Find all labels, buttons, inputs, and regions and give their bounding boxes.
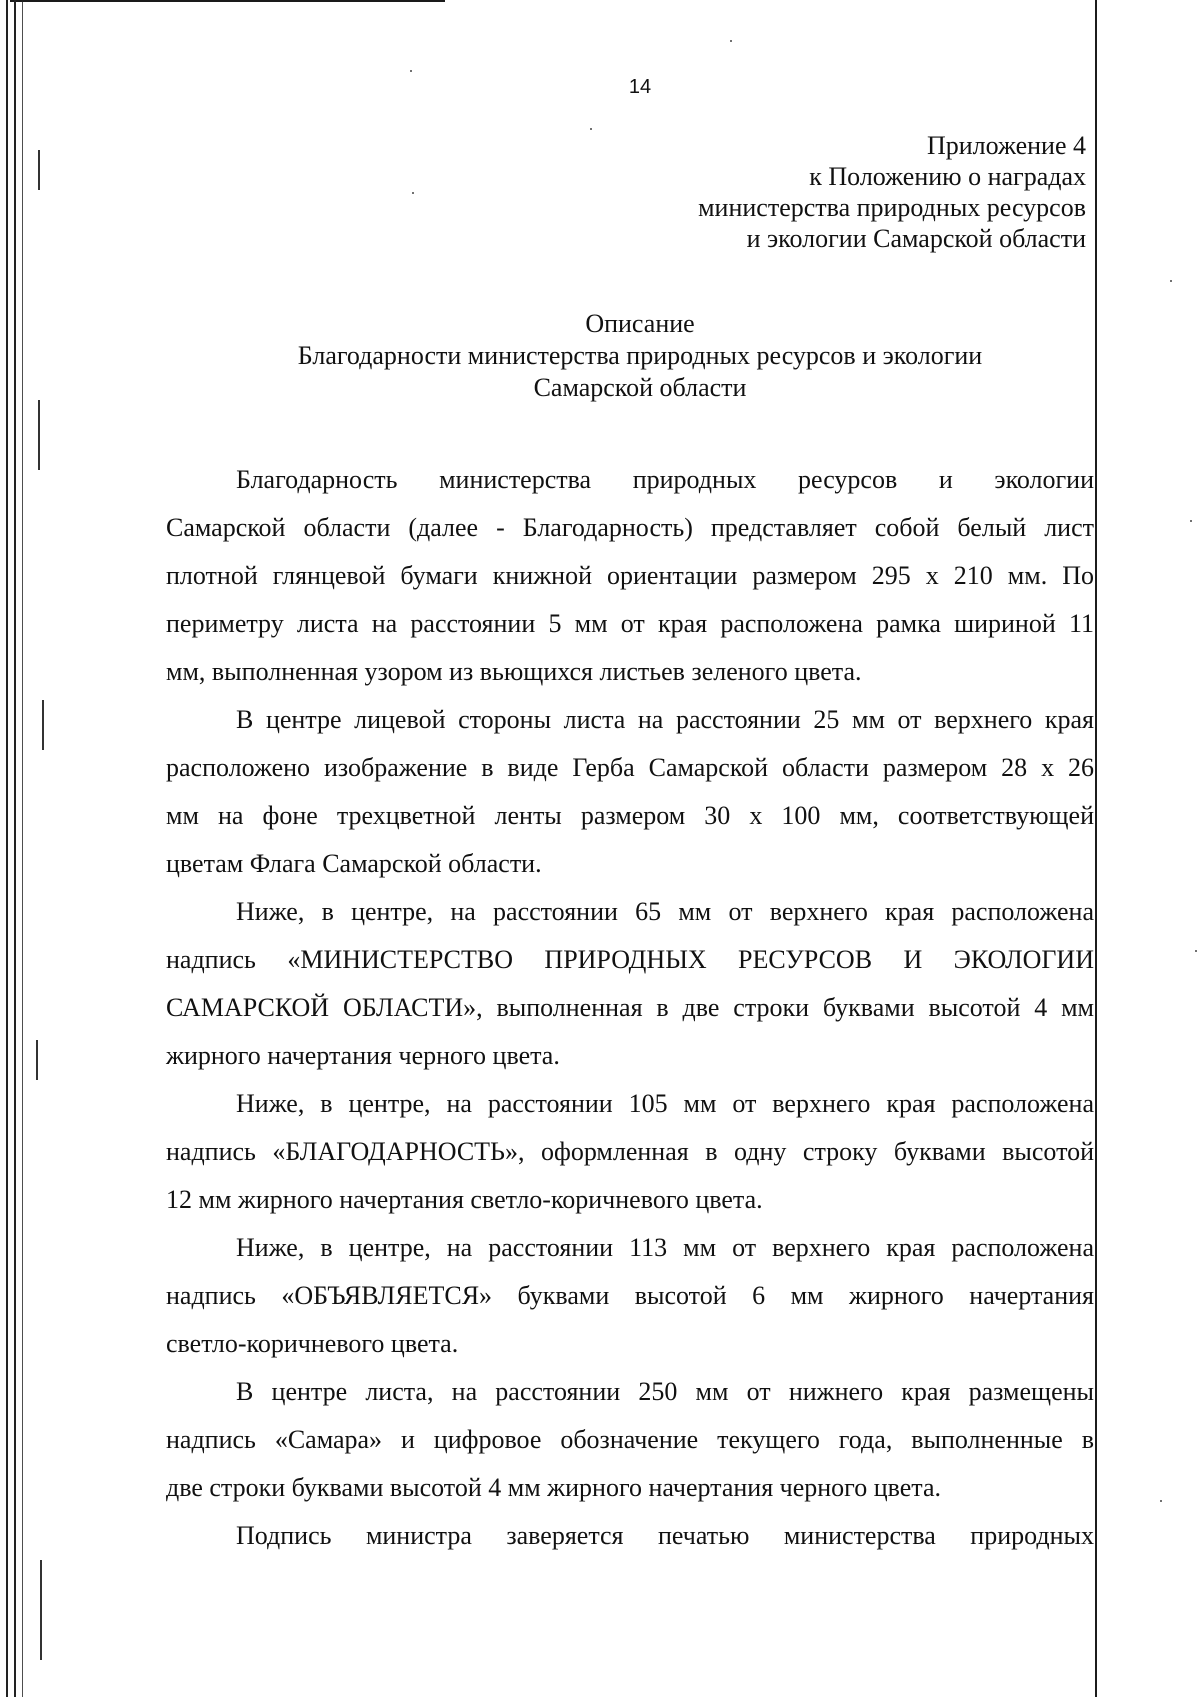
text-line: надпись «БЛАГОДАРНОСТЬ», оформленная в одну строку буквами высотой — [166, 1137, 1094, 1166]
text-line: Подпись министра заверяется печатью министерства природных — [236, 1521, 1094, 1550]
heading-line: Благодарности министерства природных ресурсов и экологии — [297, 341, 983, 370]
scan-speck — [1160, 1500, 1162, 1502]
text-line: надпись «МИНИСТЕРСТВО ПРИРОДНЫХ РЕСУРСОВ И ЭКОЛОГИИ — [166, 945, 1094, 974]
paragraph — [166, 696, 1094, 888]
paragraph — [166, 1224, 1094, 1368]
binding-line — [14, 0, 16, 1697]
paragraph — [166, 456, 1094, 696]
text-line: Благодарность министерства природных ресурсов и экологии — [236, 465, 1094, 494]
text-line: 12 мм жирного начертания светло-коричневого цвета. — [166, 1185, 763, 1214]
appendix-line: Приложение 4 — [926, 131, 1086, 160]
text-line: надпись «Самара» и цифровое обозначение текущего года, выполненные в — [166, 1425, 1094, 1454]
paragraph — [166, 1512, 1094, 1560]
scan-mark — [38, 150, 40, 190]
text-line: Самарской области (далее - Благодарность) представляет собой белый лист — [166, 513, 1094, 542]
paragraph — [166, 1080, 1094, 1224]
scan-right-margin-line — [1095, 0, 1097, 1697]
text-line: надпись «ОБЪЯВЛЯЕТСЯ» буквами высотой 6 мм жирного начертания — [166, 1281, 1094, 1310]
appendix-block — [698, 130, 1086, 254]
scan-speck — [730, 40, 732, 42]
scan-speck — [410, 70, 412, 72]
scan-speck — [1195, 950, 1197, 952]
scan-speck — [1190, 520, 1192, 522]
document-body — [166, 456, 1094, 1560]
text-line: САМАРСКОЙ ОБЛАСТИ», выполненная в две строки буквами высотой 4 мм — [166, 993, 1094, 1022]
appendix-line: министерства природных ресурсов — [698, 193, 1086, 222]
text-line: Ниже, в центре, на расстоянии 65 мм от верхнего края расположена — [236, 897, 1094, 926]
scan-speck — [590, 128, 592, 130]
scan-speck — [412, 192, 414, 194]
text-line: Ниже, в центре, на расстоянии 105 мм от верхнего края расположена — [236, 1089, 1094, 1118]
scan-mark — [38, 400, 40, 470]
scan-mark — [42, 700, 44, 750]
text-line: Ниже, в центре, на расстоянии 113 мм от верхнего края расположена — [236, 1233, 1094, 1262]
text-line: В центре лицевой стороны листа на расстоянии 25 мм от верхнего края — [236, 705, 1094, 734]
binding-line — [22, 0, 23, 1697]
text-line: В центре листа, на расстоянии 250 мм от нижнего края размещены — [236, 1377, 1094, 1406]
heading-line: Описание — [585, 309, 695, 338]
scan-mark — [40, 1560, 42, 1660]
paragraph — [166, 1368, 1094, 1512]
page-number: 14 — [628, 76, 652, 98]
text-line: периметру листа на расстоянии 5 мм от края расположена рамка шириной 11 — [166, 609, 1094, 638]
text-line: мм, выполненная узором из вьющихся листьев зеленого цвета. — [166, 657, 862, 686]
binding-line — [6, 0, 8, 1697]
text-line: жирного начертания черного цвета. — [166, 1041, 560, 1070]
appendix-line: и экологии Самарской области — [746, 224, 1086, 253]
appendix-line: к Положению о наградах — [809, 162, 1086, 191]
text-line: плотной глянцевой бумаги книжной ориентации размером 295 х 210 мм. По — [166, 561, 1094, 590]
document-heading — [160, 308, 1120, 404]
scan-mark — [36, 1040, 38, 1080]
paragraph — [166, 888, 1094, 1080]
scan-top-rule — [10, 0, 445, 2]
text-line: две строки буквами высотой 4 мм жирного начертания черного цвета. — [166, 1473, 941, 1502]
text-line: мм на фоне трехцветной ленты размером 30 х 100 мм, соответствующей — [166, 801, 1094, 830]
text-line: расположено изображение в виде Герба Самарской области размером 28 х 26 — [166, 753, 1094, 782]
text-line: цветам Флага Самарской области. — [166, 849, 542, 878]
heading-line: Самарской области — [533, 373, 747, 402]
scan-speck — [1170, 280, 1172, 282]
text-line: светло-коричневого цвета. — [166, 1329, 459, 1358]
